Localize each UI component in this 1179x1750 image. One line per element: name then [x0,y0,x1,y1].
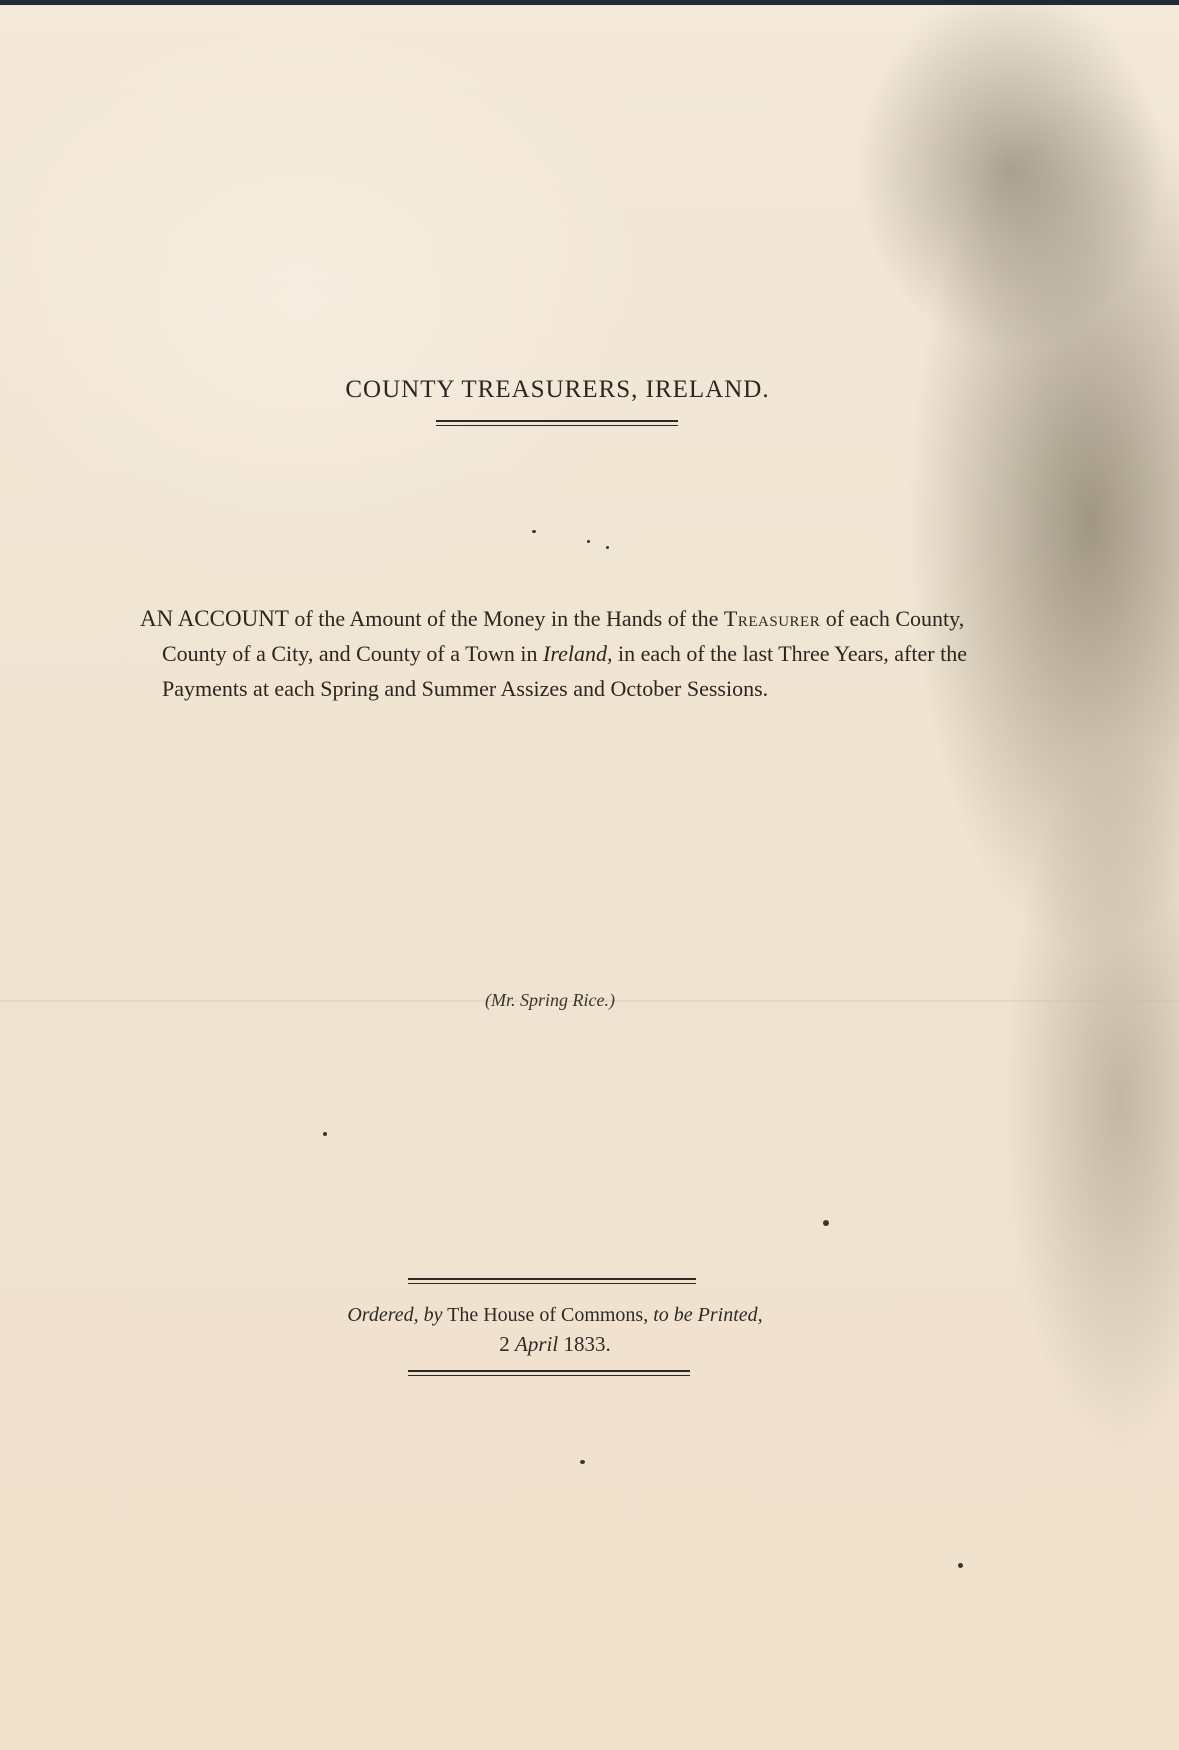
account-text-3: in each of the last Three Years, after the Payments at each Spring and Summer Assizes and October Sessions. [162,641,967,701]
account-place: Ireland, [543,641,613,666]
document-title: COUNTY TREASURERS, IRELAND. [345,376,770,403]
date-day: 2 [499,1332,510,1356]
ink-speck [532,530,536,533]
account-text-2: of each County, County of a City, and County of a Town in [162,606,965,666]
ink-speck [606,546,609,549]
account-treasurer: Treasurer [723,606,821,631]
scan-top-edge [0,0,1179,5]
mover-name: (Mr. Spring Rice.) [485,990,615,1010]
date-year: 1833. [563,1332,611,1356]
title-rule [436,420,678,426]
account-description [140,601,972,706]
ink-speck [580,1460,585,1464]
order-line [0,1298,1110,1332]
account-text-1: of the Amount of the Money in the Hands of the [288,606,724,631]
ordered-by: Ordered, by [347,1304,443,1326]
date-month: April [515,1332,559,1356]
ink-speck [958,1563,963,1568]
ink-speck [587,540,590,543]
ink-speck [323,1132,327,1136]
order-rule-bottom [408,1370,690,1376]
account-lead: AN ACCOUNT [140,606,289,631]
ordered-to-be-printed: to be Printed, [653,1304,763,1326]
order-date [0,1332,1110,1357]
ink-speck [823,1220,829,1226]
order-rule-top [408,1278,696,1284]
ordered-house: The House of Commons, [442,1304,654,1326]
